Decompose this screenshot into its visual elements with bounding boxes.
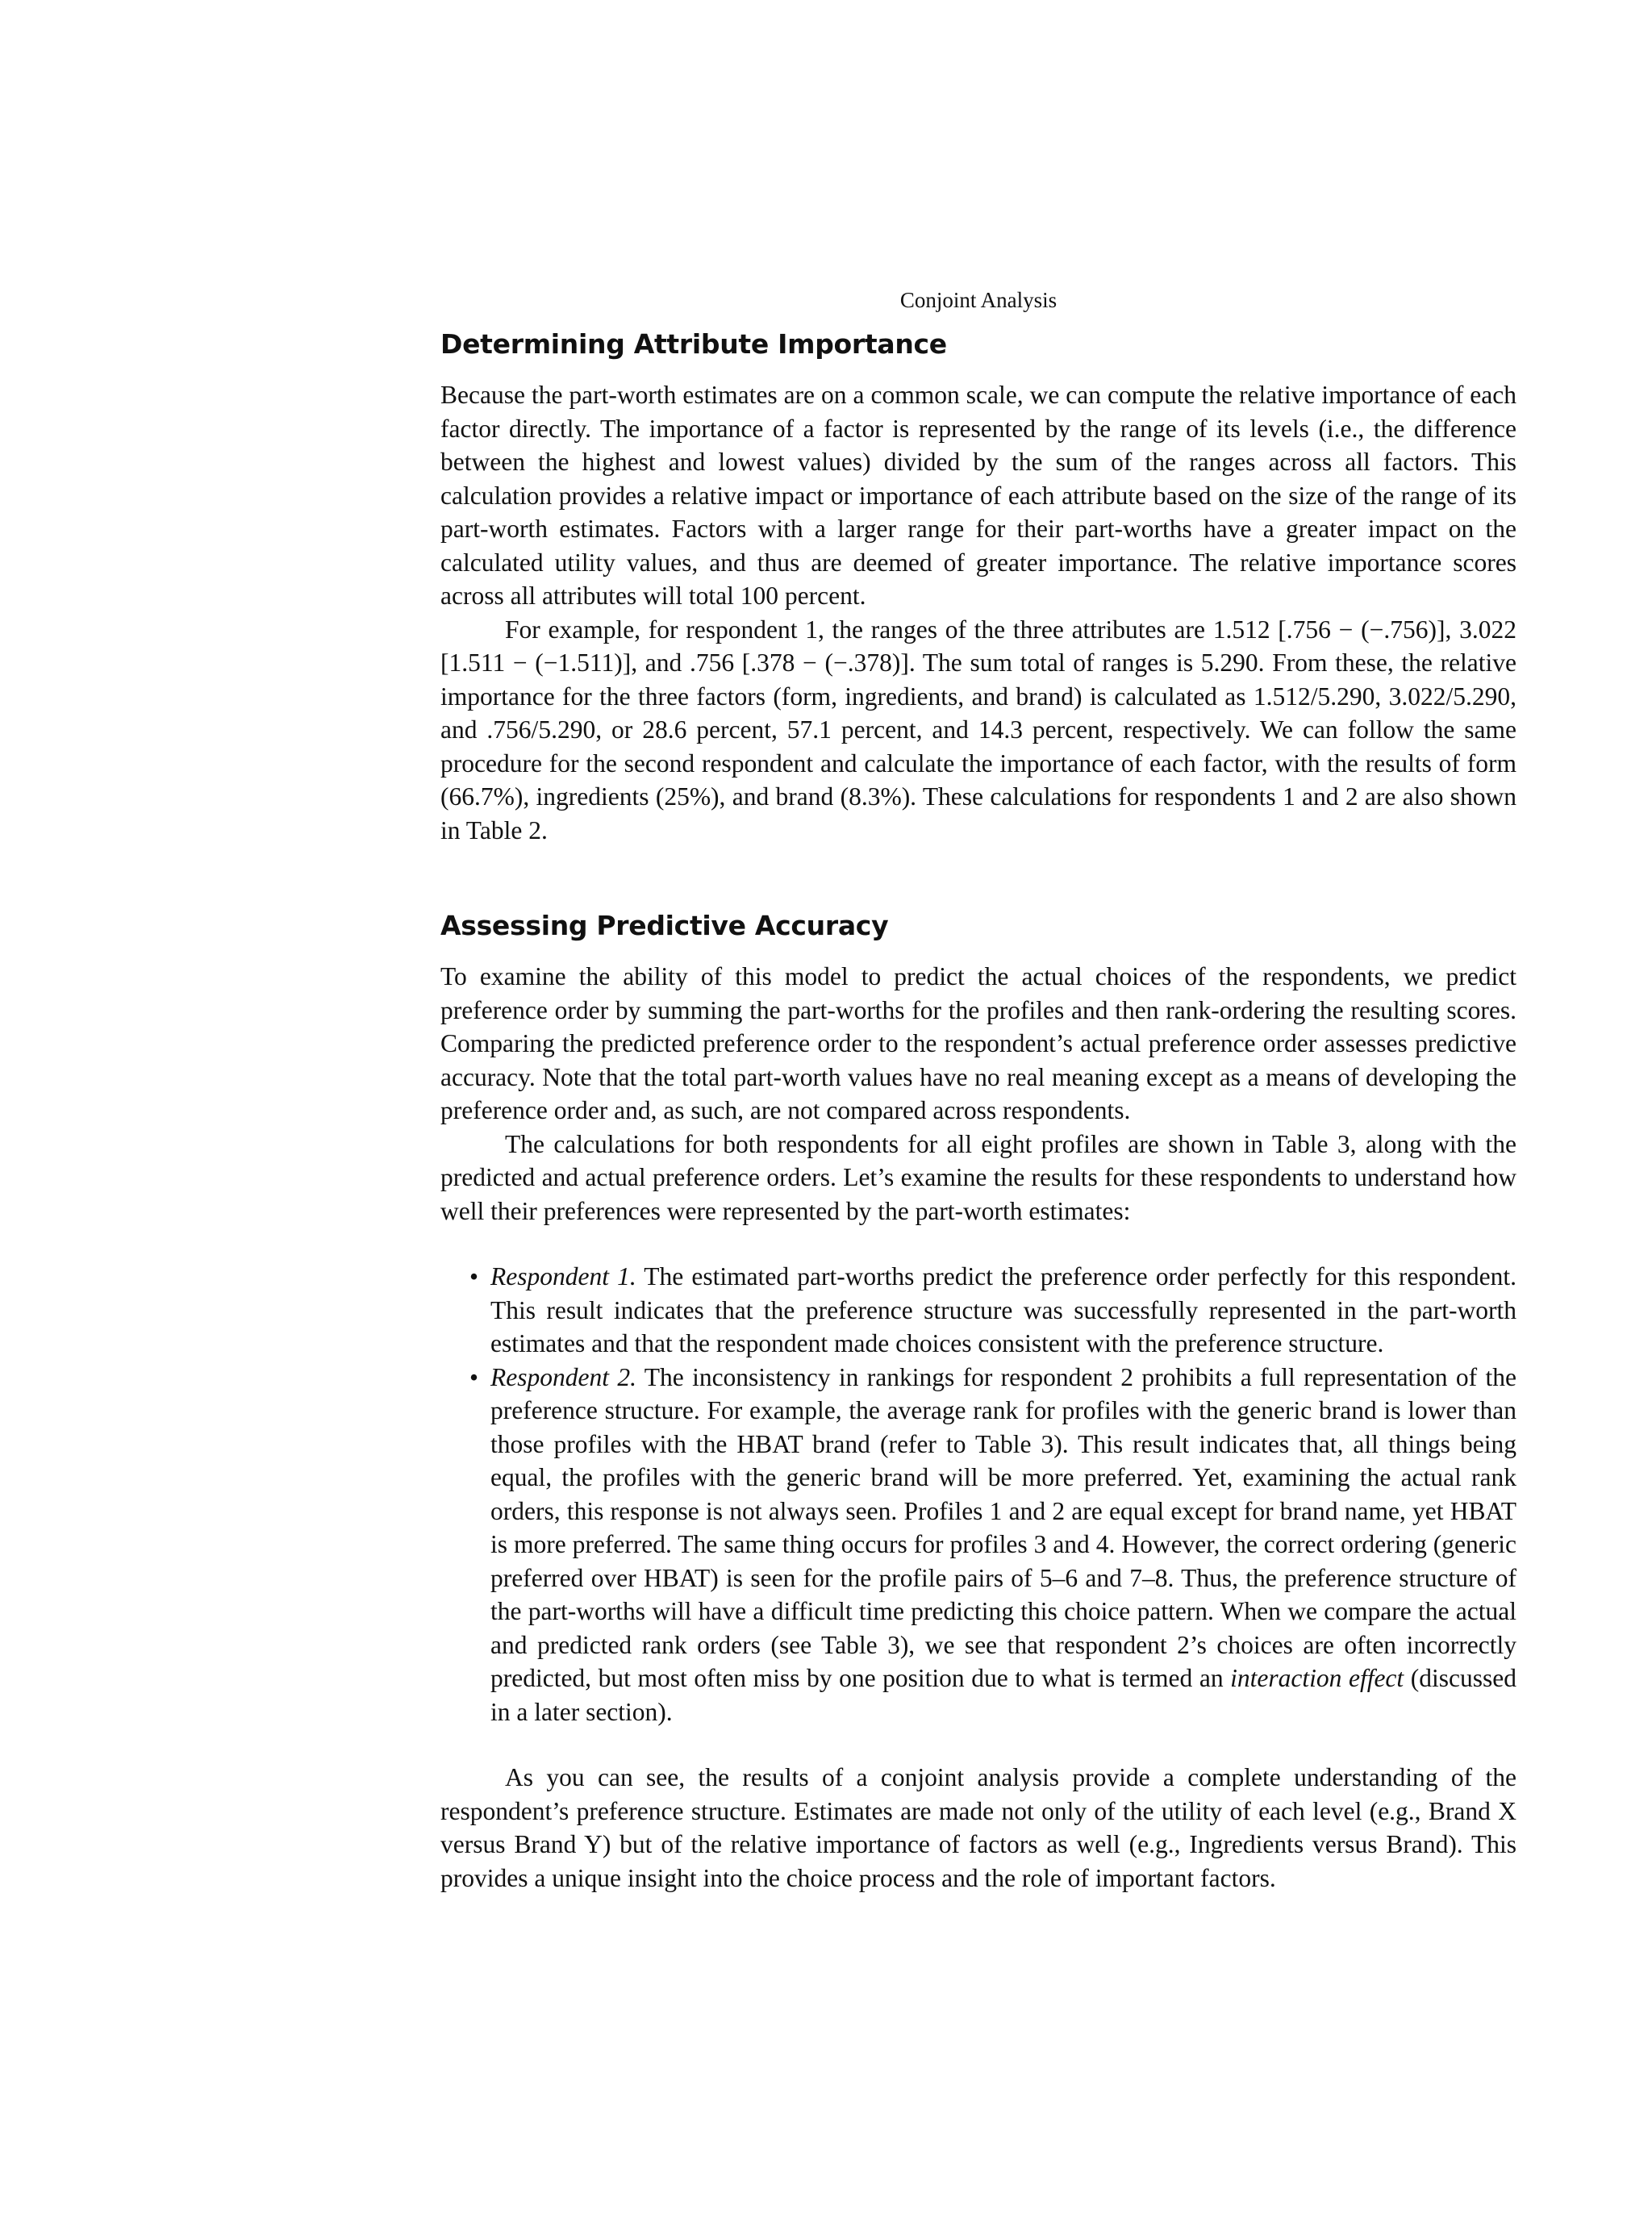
paragraph-conclusion: As you can see, the results of a conjoint analysis provide a complete understanding of the respondent’s preference structure. Estimates are made not only of the utility of each level (e.g., Brand X versus Brand Y) but of the relative importance of factors as well (e.g., Ingredients versus Brand). This provides a unique insight into the choice process and the role of important factors. — [440, 1763, 1516, 1892]
respondent-1-text: The estimated part-worths predict the preference order perfectly for this respondent. This result indicates that the preference structure was successfully represented in the part-worth estimates and that the respondent made choices consistent with the preference structure. — [490, 1262, 1516, 1357]
interaction-effect-term: interaction effect — [1230, 1664, 1404, 1692]
bullet-marker: • — [469, 1262, 479, 1291]
section-heading-predictive-accuracy: Assessing Predictive Accuracy — [440, 910, 889, 941]
respondent-1-label: Respondent 1. — [490, 1262, 636, 1291]
paragraph-importance-definition: Because the part-worth estimates are on a common scale, we can compute the relative importance of each factor directly. The importance of a factor is represented by the range of its levels (i.e., the difference between the highest and lowest values) divided by the sum of the ranges across all factors. This calculation provides a relative impact or importance of each attribute based on the size of the range of its part-worth estimates. Factors with a larger range for their part-worths have a greater impact on the calculated utility values, and thus are deemed of greater importance. The relative importance scores across all attributes will total 100 percent. — [440, 381, 1516, 610]
list-item-respondent-2 — [469, 1361, 1516, 1729]
respondent-2-text-end: (discussed in a later section). — [490, 1664, 1516, 1726]
section-heading-attribute-importance: Determining Attribute Importance — [440, 328, 947, 360]
paragraph-importance-example: For example, for respondent 1, the ranges of the three attributes are 1.512 [.756 − (−.756)], 3.022 [1.511 − (−1.511)], and .756 [.378 − (−.378)]. The sum total of ranges is 5.290. From these, the relative importance for the three factors (form, ingredients, and brand) is calculated as 1.512/5.290, 3.022/5.290, and .756/5.290, or 28.6 percent, 57.1 percent, and 14.3 percent, respectively. We can follow the same procedure for the second respondent and calculate the importance of each factor, with the results of form (66.7%), ingredients (25%), and brand (8.3%). These calculations for respondents 1 and 2 are also shown in Table 2. — [440, 615, 1516, 844]
paragraph-predictive-method: To examine the ability of this model to predict the actual choices of the respondents, we predict preference order by summing the part-worths for the profiles and then rank-ordering the resulting scores. Comparing the predicted preference order to the respondent’s actual preference order assesses predictive accuracy. Note that the total part-worth values have no real meaning except as a means of developing the preference order and, as such, are not compared across respondents. — [440, 962, 1516, 1124]
respondent-2-label: Respondent 2. — [490, 1362, 636, 1391]
bullet-marker: • — [469, 1362, 479, 1391]
page-content — [440, 286, 1516, 1895]
paragraph-predictive-intro: The calculations for both respondents for all eight profiles are shown in Table 3, along with the predicted and actual preference orders. Let’s examine the results for these respondents to understand how well their preferences were represented by the part-worth estimates: — [440, 1129, 1516, 1225]
respondent-2-text: The inconsistency in rankings for respondent 2 prohibits a full representation of the preference structure. For example, the average rank for profiles with the generic brand is lower than those profiles with the HBAT brand (refer to Table 3). This result indicates that, all things being equal, the profiles with the generic brand will be more preferred. Yet, examining the actual rank orders, this response is not always seen. Profiles 1 and 2 are equal except for brand name, yet HBAT is more preferred. The same thing occurs for profiles 3 and 4. However, the correct ordering (generic preferred over HBAT) is seen for the profile pairs of 5–6 and 7–8. Thus, the preference structure of the part-worths will have a difficult time predicting this choice pattern. When we compare the actual and predicted rank orders (see Table 3), we see that respondent 2’s choices are often incorrectly predicted, but most often miss by one position due to what is termed an — [490, 1362, 1516, 1692]
list-item-respondent-1 — [469, 1260, 1516, 1361]
respondent-list — [440, 1260, 1516, 1728]
running-head: Conjoint Analysis — [899, 288, 1058, 312]
